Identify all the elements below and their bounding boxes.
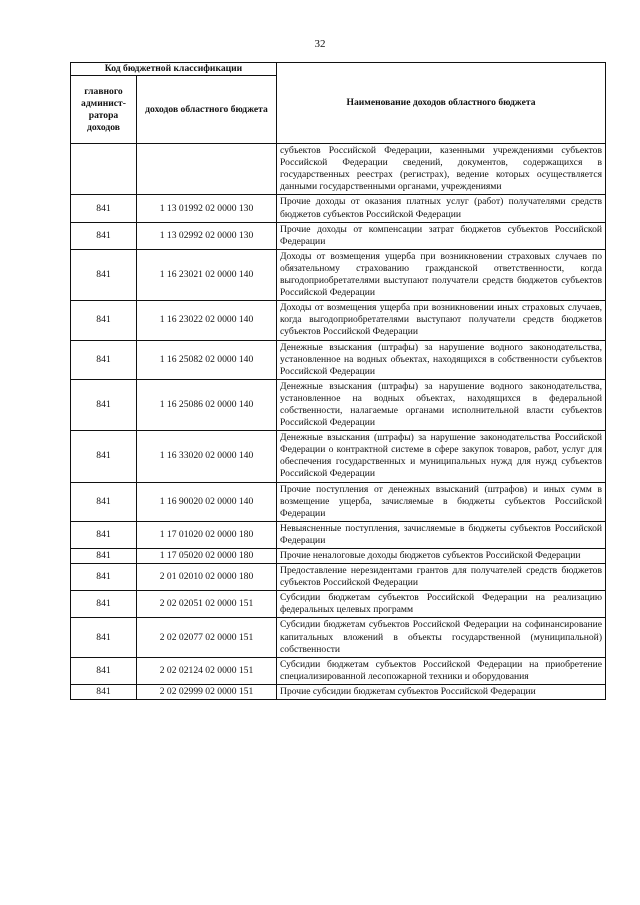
- revenue-code-cell: 1 17 05020 02 0000 180: [137, 549, 277, 564]
- budget-classification-table: [70, 62, 606, 700]
- admin-code-cell: 841: [71, 564, 137, 591]
- table-row: [71, 249, 606, 300]
- revenue-code-cell: 1 16 25086 02 0000 140: [137, 379, 277, 430]
- revenue-name-cell: Субсидии бюджетам субъектов Российской Федерации на приобретение специализированной лесопожарной техники и оборудования: [277, 657, 606, 684]
- revenue-name-cell: Прочие неналоговые доходы бюджетов субъектов Российской Федерации: [277, 549, 606, 564]
- revenue-code-cell: 2 02 02077 02 0000 151: [137, 618, 277, 657]
- revenue-name-cell: Прочие доходы от компенсации затрат бюджетов субъектов Российской Федерации: [277, 222, 606, 249]
- revenue-code-header: доходов областного бюджета: [137, 76, 277, 144]
- budget-code-group-header: Код бюджетной классификации: [71, 63, 277, 76]
- admin-code-header: главного админист-ратора доходов: [71, 76, 137, 144]
- revenue-name-header: Наименование доходов областного бюджета: [277, 63, 606, 144]
- admin-code-cell: 841: [71, 249, 137, 300]
- admin-code-cell: 841: [71, 591, 137, 618]
- revenue-code-cell: 1 16 33020 02 0000 140: [137, 431, 277, 482]
- admin-code-cell: 841: [71, 684, 137, 699]
- revenue-code-cell: 1 13 02992 02 0000 130: [137, 222, 277, 249]
- revenue-code-cell: [137, 144, 277, 195]
- admin-code-cell: 841: [71, 549, 137, 564]
- table-row: [71, 222, 606, 249]
- revenue-code-cell: 1 13 01992 02 0000 130: [137, 195, 277, 222]
- table-row: [71, 549, 606, 564]
- revenue-code-cell: 2 02 02051 02 0000 151: [137, 591, 277, 618]
- table-row: [71, 564, 606, 591]
- admin-code-cell: [71, 144, 137, 195]
- table-row: [71, 521, 606, 548]
- revenue-name-cell: субъектов Российской Федерации, казенными учреждениями субъектов Российской Федерации сведений, документов, содержащихся в государственных реестрах (регистрах), ведение которых осуществляется данными государственными органами, учреждениями: [277, 144, 606, 195]
- revenue-name-cell: Субсидии бюджетам субъектов Российской Федерации на реализацию федеральных целевых программ: [277, 591, 606, 618]
- admin-code-cell: 841: [71, 618, 137, 657]
- admin-code-cell: 841: [71, 431, 137, 482]
- table-row: [71, 431, 606, 482]
- admin-code-cell: 841: [71, 195, 137, 222]
- revenue-code-cell: 2 01 02010 02 0000 180: [137, 564, 277, 591]
- revenue-code-cell: 1 16 25082 02 0000 140: [137, 340, 277, 379]
- admin-code-cell: 841: [71, 657, 137, 684]
- revenue-name-cell: Прочие субсидии бюджетам субъектов Российской Федерации: [277, 684, 606, 699]
- admin-code-cell: 841: [71, 482, 137, 521]
- revenue-name-cell: Денежные взыскания (штрафы) за нарушение водного законодательства, установленное на водных объектах, находящихся в федеральной собственности, налагаемые органами исполнительной власти субъектов Российской Федерации: [277, 379, 606, 430]
- table-row: [71, 301, 606, 340]
- table-row: [71, 591, 606, 618]
- revenue-code-cell: 1 16 90020 02 0000 140: [137, 482, 277, 521]
- table-row: [71, 195, 606, 222]
- table-row: [71, 482, 606, 521]
- table-row: [71, 657, 606, 684]
- admin-code-cell: 841: [71, 301, 137, 340]
- revenue-name-cell: Невыясненные поступления, зачисляемые в бюджеты субъектов Российской Федерации: [277, 521, 606, 548]
- admin-code-cell: 841: [71, 340, 137, 379]
- revenue-code-cell: 1 17 01020 02 0000 180: [137, 521, 277, 548]
- revenue-name-cell: Доходы от возмещения ущерба при возникновении страховых случаев по обязательному страхованию гражданской ответственности, когда выгодоприобретателями выступают получатели средств бюджетов субъектов Российской Федерации: [277, 249, 606, 300]
- table-row: [71, 684, 606, 699]
- revenue-name-cell: Субсидии бюджетам субъектов Российской Федерации на софинансирование капитальных вложений в объекты государственной (муниципальной) собственности: [277, 618, 606, 657]
- revenue-name-cell: Денежные взыскания (штрафы) за нарушение законодательства Российской Федерации о контрактной системе в сфере закупок товаров, работ, услуг для обеспечения государственных и муниципальных нужд для нужд субъектов Российской Федерации: [277, 431, 606, 482]
- revenue-name-cell: Прочие доходы от оказания платных услуг (работ) получателями средств бюджетов субъектов Российской Федерации: [277, 195, 606, 222]
- revenue-code-cell: 2 02 02124 02 0000 151: [137, 657, 277, 684]
- page-number: 32: [314, 38, 326, 50]
- revenue-code-cell: 1 16 23022 02 0000 140: [137, 301, 277, 340]
- table-body: [71, 144, 606, 700]
- revenue-name-cell: Прочие поступления от денежных взысканий (штрафов) и иных сумм в возмещение ущерба, зачисляемые в бюджеты субъектов Российской Федерации: [277, 482, 606, 521]
- table-row: [71, 340, 606, 379]
- admin-code-cell: 841: [71, 379, 137, 430]
- revenue-name-cell: Денежные взыскания (штрафы) за нарушение водного законодательства, установленное на водных объектах, находящихся в собственности субъектов Российской Федерации: [277, 340, 606, 379]
- revenue-name-cell: Предоставление нерезидентами грантов для получателей средств бюджетов субъектов Российской Федерации: [277, 564, 606, 591]
- revenue-code-cell: 1 16 23021 02 0000 140: [137, 249, 277, 300]
- admin-code-cell: 841: [71, 521, 137, 548]
- table-row: [71, 379, 606, 430]
- table-row: [71, 144, 606, 195]
- revenue-code-cell: 2 02 02999 02 0000 151: [137, 684, 277, 699]
- revenue-name-cell: Доходы от возмещения ущерба при возникновении иных страховых случаев, когда выгодоприобретателями выступают получатели средств бюджетов субъектов Российской Федерации: [277, 301, 606, 340]
- table-row: [71, 618, 606, 657]
- admin-code-cell: 841: [71, 222, 137, 249]
